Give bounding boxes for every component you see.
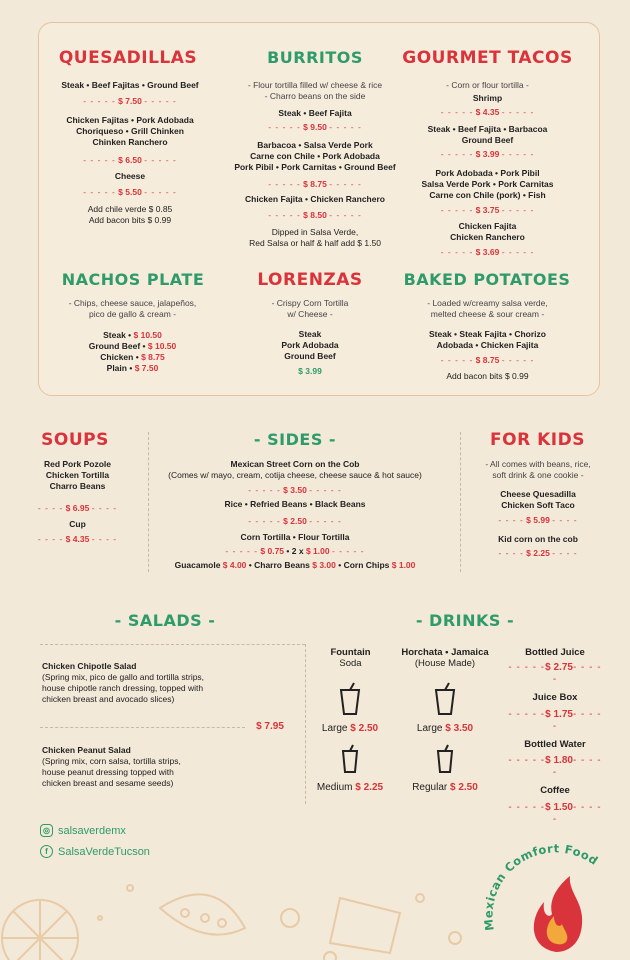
drinks-title: - DRINKS - — [415, 611, 515, 630]
lorenzas-title: LORENZAS — [257, 270, 363, 290]
price-value: $ 4.35 — [475, 107, 500, 117]
description: w/ Cheese - — [287, 309, 333, 319]
menu-item: Steak • Beef Fajita • Barbacoa — [427, 124, 548, 134]
menu-item: Fountain — [330, 647, 371, 658]
price: - - - - $ 4.35 - - - - — [37, 534, 118, 544]
menu-item: (House Made) — [414, 658, 476, 669]
instagram-handle: salsaverdemx — [58, 824, 126, 837]
price-value: $ 1.00 — [391, 560, 416, 570]
price: - - - - - $ 8.75 - - - - - — [268, 179, 362, 189]
description: chicken breast and avocado slices) — [42, 694, 175, 704]
description: house peanut dressing topped with — [42, 767, 174, 777]
price-value: $ 10.50 — [133, 330, 162, 340]
bottled-drinks — [505, 647, 605, 826]
menu-item: Ground Beef • — [88, 341, 146, 351]
lorenzas-section — [230, 298, 390, 377]
nachos-row — [45, 341, 220, 352]
price: - - - - - $ 9.50 - - - - - — [268, 122, 362, 132]
nachos-row — [45, 352, 220, 363]
menu-item: Corn Tortilla • Flour Tortilla — [240, 532, 350, 542]
size-price — [405, 723, 485, 734]
extra-note: Add bacon bits $ 0.99 — [88, 215, 172, 225]
menu-item: • Corn Chips — [335, 560, 392, 570]
nachos-row — [45, 363, 220, 374]
menu-item: Barbacoa • Salsa Verde Pork — [257, 140, 373, 150]
menu-item: Chicken Chipotle Salad — [42, 661, 137, 671]
price-value: $ 1.00 — [305, 546, 330, 556]
price-value: $ 2.25 — [526, 548, 550, 558]
price-value: $ 0.75 — [260, 546, 285, 556]
menu-item: Ground Beef — [461, 135, 514, 145]
flame-logo-icon — [534, 876, 582, 952]
divider — [148, 432, 149, 572]
extra-note: Add bacon bits $ 0.99 — [446, 371, 529, 381]
extra-note: Red Salsa or half & half add $ 1.50 — [249, 238, 381, 248]
size-label: Regular — [412, 782, 450, 793]
menu-item: Steak • Beef Fajitas • Ground Beef — [61, 80, 199, 90]
size-label: Large — [321, 723, 351, 734]
price-value: $ 8.75 — [141, 352, 165, 362]
description: (Spring mix, corn salsa, tortilla strips, — [42, 756, 181, 766]
burritos-title: BURRITOS — [267, 48, 363, 67]
price-value: $ 7.50 — [118, 96, 142, 106]
menu-item: Plain • — [106, 363, 133, 373]
price: - - - - - $ 0.75 • 2 x $ 1.00 - - - - - — [225, 546, 365, 556]
quesadillas-title: QUESADILLAS — [58, 48, 198, 68]
facebook-link[interactable] — [40, 845, 150, 858]
price: - - - - $ 2.25 - - - - — [498, 548, 578, 558]
sides-extras-line — [140, 560, 450, 571]
price: - - - - - $ 8.75 - - - - - — [440, 355, 535, 365]
gourmet-tacos-section — [405, 80, 570, 258]
quesadillas-section — [45, 80, 215, 226]
menu-item: Guacamole — [174, 560, 223, 570]
menu-item: Shrimp — [472, 93, 503, 103]
price-value: $ 8.50 — [303, 210, 327, 220]
instagram-icon: ◎ — [40, 824, 53, 837]
sides-title: - SIDES - — [253, 430, 337, 449]
horchata-jamaica — [385, 647, 505, 669]
baked-potatoes-section — [400, 298, 575, 382]
kids-section — [468, 459, 608, 559]
cup-icon — [433, 682, 457, 716]
price-value: $ 1.75 — [545, 709, 573, 720]
price-value: $ 3.99 — [298, 366, 322, 376]
menu-item: Steak — [298, 329, 322, 339]
description: - Chips, cheese sauce, jalapeños, — [68, 298, 197, 308]
cup-icon — [338, 682, 362, 716]
menu-item: Red Pork Pozole — [43, 459, 112, 469]
menu-item: Chicken Fajita • Chicken Ranchero — [245, 194, 385, 204]
description: - All comes with beans, rice, — [485, 459, 591, 469]
menu-item: Salsa Verde Pork • Pork Carnitas — [421, 179, 554, 189]
extra-note: Dipped in Salsa Verde, — [271, 227, 359, 237]
cup-icon — [435, 744, 455, 774]
nachos-price-list — [45, 330, 220, 374]
price-value: $ 3.00 — [312, 560, 336, 570]
price-value: $ 7.50 — [134, 363, 159, 373]
price: - - - - -$ 1.75- - - - - — [508, 709, 602, 732]
menu-item: Chicken Fajitas • Pork Adobada — [66, 115, 194, 125]
menu-item: Charro Beans — [49, 481, 106, 491]
menu-item: Chinken Ranchero — [92, 137, 168, 147]
menu-item: Cheese — [114, 171, 146, 181]
cup-icon — [340, 744, 360, 774]
description: melted cheese & sour cream - — [430, 309, 545, 319]
soups-title: SOUPS — [41, 430, 109, 450]
price: - - - - - $ 3.75 - - - - - — [440, 205, 535, 215]
badge-text: Mexican Comfort Food — [481, 841, 601, 932]
price-value: $ 3.69 — [475, 247, 500, 257]
instagram-link[interactable] — [40, 824, 126, 837]
price: - - - - - $ 2.50 - - - - - — [248, 516, 342, 526]
salad-item — [42, 745, 252, 789]
size-label: Large — [416, 723, 446, 734]
salad-price: $ 7.95 — [256, 721, 284, 732]
menu-item: Coffee — [540, 785, 570, 796]
menu-item: Chicken Tortilla — [45, 470, 110, 480]
extra-note: Add chile verde $ 0.85 — [87, 204, 173, 214]
description: (Comes w/ mayo, cream, cotija cheese, cheese sauce & hot sauce) — [168, 470, 422, 480]
menu-item: Steak • — [103, 330, 132, 340]
price-value: $ 4.35 — [65, 534, 90, 544]
soups-section — [30, 459, 125, 545]
description: (Spring mix, pico de gallo and tortilla strips, — [42, 672, 205, 682]
price: - - - - - $ 5.50 - - - - - — [83, 187, 177, 197]
price-value: $ 2.50 — [450, 782, 478, 793]
menu-item: Carne con Chile (pork) • Fish — [429, 190, 546, 200]
price-value: $ 1.80 — [545, 755, 573, 766]
nachos-title: NACHOS PLATE — [61, 270, 205, 289]
menu-item: Bottled Juice — [525, 647, 585, 658]
salad-item — [42, 661, 252, 705]
mexican-comfort-food-badge — [478, 832, 630, 960]
menu-item: Pork Adobada • Pork Pibil — [435, 168, 540, 178]
description: - Corn or flour tortilla - — [446, 80, 529, 90]
menu-item: Cup — [69, 519, 86, 529]
menu-item: Juice Box — [532, 692, 578, 703]
price: - - - - $ 6.95 - - - - — [37, 503, 118, 513]
price-value: $ 4.00 — [222, 560, 247, 570]
nachos-row — [45, 330, 220, 341]
price-value: $ 2.25 — [355, 782, 384, 793]
size-price — [305, 782, 395, 793]
price-value: $ 9.50 — [303, 122, 327, 132]
description: - Loaded w/creamy salsa verde, — [427, 298, 548, 308]
divider — [40, 644, 305, 645]
sides-section — [150, 459, 440, 557]
price: - - - - -$ 2.75- - - - - — [508, 662, 602, 685]
menu-item: Adobada • Chicken Fajita — [436, 340, 539, 350]
menu-item: Rice • Refried Beans • Black Beans — [224, 499, 366, 509]
menu-item: Chicken Peanut Salad — [42, 745, 131, 755]
price-value: $ 3.50 — [283, 485, 307, 495]
price-value: $ 1.50 — [545, 802, 573, 813]
price: - - - - - $ 3.50 - - - - - — [248, 485, 342, 495]
price-value: $ 3.75 — [475, 205, 500, 215]
price: - - - - $ 5.99 - - - - — [498, 515, 578, 525]
menu-item: Chicken • — [100, 352, 139, 362]
menu-item: Bottled Water — [524, 739, 586, 750]
price-value: $ 3.50 — [445, 723, 474, 734]
description: pico de gallo & cream - — [89, 309, 176, 319]
price-value: $ 2.50 — [283, 516, 307, 526]
menu-item: Pork Pibil • Pork Carnitas • Ground Beef — [234, 162, 396, 172]
description: soft drink & one cookie - — [492, 470, 584, 480]
price-value: $ 6.95 — [65, 503, 90, 513]
price-value: $ 6.50 — [118, 155, 142, 165]
divider — [40, 727, 245, 728]
size-price — [400, 782, 490, 793]
menu-item: Mexican Street Corn on the Cob — [230, 459, 360, 469]
price-value: $ 8.75 — [475, 355, 500, 365]
gourmet-tacos-title: GOURMET TACOS — [402, 48, 573, 68]
price: - - - - - $ 3.69 - - - - - — [440, 247, 535, 257]
menu-item: Carne con Chile • Pork Adobada — [250, 151, 380, 161]
description: chicken breast and sesame seeds) — [42, 778, 174, 788]
price: - - - - -$ 1.80- - - - - — [508, 755, 602, 778]
divider — [460, 432, 461, 572]
price — [230, 365, 390, 377]
price-value: $ 2.75 — [545, 662, 573, 673]
food-illustrations — [0, 868, 470, 960]
menu-item: Cheese Quesadilla — [500, 489, 576, 499]
price-value: $ 3.99 — [475, 149, 500, 159]
size-price — [310, 723, 390, 734]
price: - - - - - $ 6.50 - - - - - — [83, 155, 177, 165]
description: house chipotle ranch dressing, topped with — [42, 683, 204, 693]
price-value: $ 5.50 — [118, 187, 142, 197]
facebook-handle: SalsaVerdeTucson — [58, 845, 150, 858]
menu-item: • Charro Beans — [246, 560, 313, 570]
price: - - - - - $ 4.35 - - - - - — [440, 107, 535, 117]
menu-item: Soda — [339, 658, 362, 669]
price-value: $ 8.75 — [303, 179, 327, 189]
menu-item: Choriqueso • Grill Chinken — [76, 126, 184, 136]
price: - - - - - $ 8.50 - - - - - — [268, 210, 362, 220]
description: - Crispy Corn Tortilla — [271, 298, 349, 308]
menu-item: Chicken Fajita — [458, 221, 517, 231]
price: - - - - -$ 1.50- - - - - — [508, 802, 602, 825]
price: - - - - - $ 7.50 - - - - - — [83, 96, 177, 106]
menu-item: Steak • Steak Fajita • Chorizo — [429, 329, 546, 339]
price: - - - - - $ 3.99 - - - - - — [440, 149, 535, 159]
description: - Flour tortilla filled w/ cheese & rice — [247, 80, 383, 90]
description: - Charro beans on the side — [264, 91, 366, 101]
menu-item: Steak • Beef Fajita — [278, 108, 352, 118]
price-value: $ 2.50 — [350, 723, 379, 734]
menu-item: Ground Beef — [284, 351, 336, 361]
burritos-section — [210, 80, 420, 249]
menu-item: Chicken Soft Taco — [501, 500, 575, 510]
nachos-section — [45, 298, 220, 374]
divider — [305, 644, 306, 804]
baked-potatoes-title: BAKED POTATOES — [403, 270, 571, 289]
price-text: • 2 x — [284, 546, 306, 556]
facebook-icon: f — [40, 845, 53, 858]
menu-item: Chicken Ranchero — [450, 232, 525, 242]
menu-item: Horchata • Jamaica — [401, 647, 489, 658]
price-value: $ 10.50 — [147, 341, 177, 351]
fountain-soda — [318, 647, 383, 669]
menu-item: Kid corn on the cob — [498, 534, 578, 544]
kids-title: FOR KIDS — [490, 430, 585, 450]
menu-item: Pork Adobada — [281, 340, 339, 350]
salads-title: - SALADS - — [114, 611, 216, 630]
price-value: $ 5.99 — [526, 515, 550, 525]
size-label: Medium — [316, 782, 356, 793]
